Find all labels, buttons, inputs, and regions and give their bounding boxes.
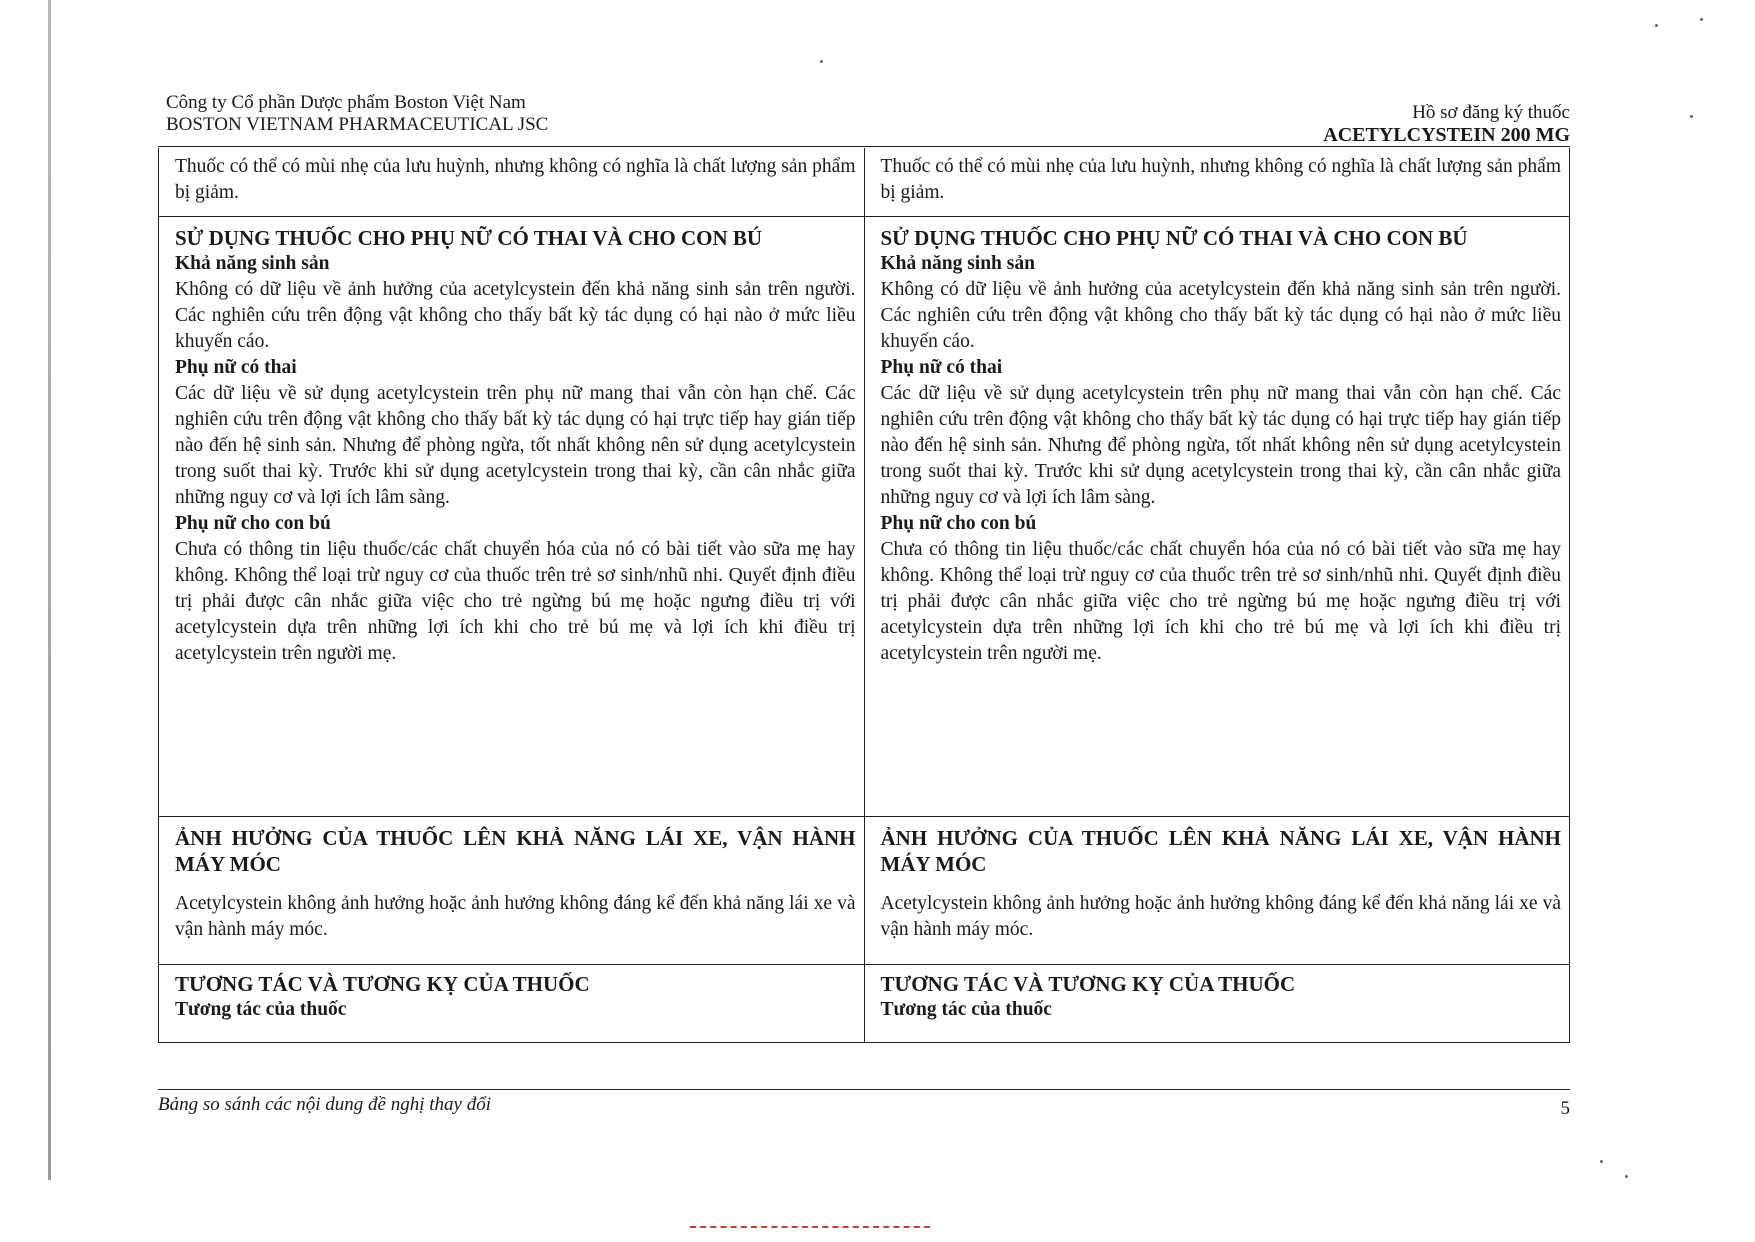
pregnancy-cell — [865, 216, 1570, 816]
driving-text: Acetylcystein không ảnh hưởng hoặc ảnh hưởng không đáng kể đến khả năng lái xe và vận hành máy móc. — [175, 893, 856, 940]
interaction-section-title: TƯƠNG TÁC VÀ TƯƠNG KỴ CỦA THUỐC — [175, 972, 590, 996]
pregnant-subtitle: Phụ nữ có thai — [175, 357, 297, 378]
header-divider — [158, 146, 1570, 147]
interaction-cell — [159, 964, 864, 1042]
scan-speck — [1655, 24, 1658, 27]
stamp-fragment — [690, 1226, 930, 1238]
scan-margin-line — [48, 0, 51, 1180]
interaction-subtitle: Tương tác của thuốc — [880, 999, 1052, 1020]
lactation-subtitle: Phụ nữ cho con bú — [175, 513, 331, 534]
driving-section-title: ẢNH HƯỞNG CỦA THUỐC LÊN KHẢ NĂNG LÁI XE, VẬN HÀNH MÁY MÓC — [880, 826, 1561, 876]
scan-speck — [1600, 1160, 1603, 1163]
fertility-subtitle: Khả năng sinh sản — [175, 253, 330, 274]
pregnancy-section-title: SỬ DỤNG THUỐC CHO PHỤ NỮ CÓ THAI VÀ CHO CON BÚ — [880, 226, 1468, 250]
driving-cell — [865, 816, 1570, 964]
pregnant-subtitle: Phụ nữ có thai — [880, 357, 1003, 378]
interaction-cell — [865, 964, 1570, 1042]
page-number: 5 — [1560, 1098, 1570, 1119]
product-name: ACETYLCYSTEIN 200 MG — [1323, 124, 1570, 146]
comparison-table — [158, 148, 1570, 1043]
driving-text: Acetylcystein không ảnh hưởng hoặc ảnh hưởng không đáng kể đến khả năng lái xe và vận hành máy móc. — [880, 893, 1561, 940]
pregnant-text: Các dữ liệu về sử dụng acetylcystein trên phụ nữ mang thai vẫn còn hạn chế. Các nghiên cứu trên động vật không cho thấy bất kỳ tác dụng có hại trực tiếp hay gián tiếp nào đến hệ sinh sản. Nhưng để phòng ngừa, tốt nhất không nên sử dụng acetylcystein trong suốt thai kỳ. Trước khi sử dụng acetylcystein trong thai kỳ, cần cân nhắc giữa những nguy cơ và lợi ích lâm sàng. — [880, 383, 1561, 508]
fertility-subtitle: Khả năng sinh sản — [880, 253, 1035, 274]
scan-speck — [1690, 115, 1693, 118]
intro-text: Thuốc có thể có mùi nhẹ của lưu huỳnh, nhưng không có nghĩa là chất lượng sản phẩm bị giảm. — [880, 156, 1561, 203]
lactation-text: Chưa có thông tin liệu thuốc/các chất chuyển hóa của nó có bài tiết vào sữa mẹ hay không. Không thể loại trừ nguy cơ của thuốc trên trẻ sơ sinh/nhũ nhi. Quyết định điều trị phải được cân nhắc giữa việc cho trẻ ngừng bú mẹ hoặc ngưng điều trị với acetylcystein dựa trên những lợi ích khi cho trẻ bú mẹ và lợi ích khi điều trị acetylcystein trên người mẹ. — [880, 539, 1561, 664]
lactation-text: Chưa có thông tin liệu thuốc/các chất chuyển hóa của nó có bài tiết vào sữa mẹ hay không. Không thể loại trừ nguy cơ của thuốc trên trẻ sơ sinh/nhũ nhi. Quyết định điều trị phải được cân nhắc giữa việc cho trẻ ngừng bú mẹ hoặc ngưng điều trị với acetylcystein dựa trên những lợi ích khi cho trẻ bú mẹ và lợi ích khi điều trị acetylcystein trên người mẹ. — [175, 539, 856, 664]
driving-section-title: ẢNH HƯỞNG CỦA THUỐC LÊN KHẢ NĂNG LÁI XE, VẬN HÀNH MÁY MÓC — [175, 826, 856, 876]
company-name-en: BOSTON VIETNAM PHARMACEUTICAL JSC — [166, 114, 549, 135]
footer-caption: Bảng so sánh các nội dung đề nghị thay đổi — [158, 1094, 491, 1115]
company-name-vn: Công ty Cổ phần Dược phẩm Boston Việt Nam — [166, 92, 526, 113]
lactation-subtitle: Phụ nữ cho con bú — [880, 513, 1037, 534]
intro-cell — [865, 148, 1570, 216]
dossier-label: Hồ sơ đăng ký thuốc — [1412, 102, 1570, 123]
interaction-subtitle: Tương tác của thuốc — [175, 999, 347, 1020]
dossier-header — [1323, 102, 1570, 146]
proposed-content-column — [864, 148, 1570, 1042]
driving-cell — [159, 816, 864, 964]
current-content-column — [159, 148, 864, 1042]
scan-speck — [820, 60, 823, 63]
interaction-section-title: TƯƠNG TÁC VÀ TƯƠNG KỴ CỦA THUỐC — [880, 972, 1296, 996]
fertility-text: Không có dữ liệu về ảnh hưởng của acetylcystein đến khả năng sinh sản trên người. Các nghiên cứu trên động vật không cho thấy bất kỳ tác dụng có hại nào ở mức liều khuyến cáo. — [175, 279, 856, 352]
pregnancy-cell — [159, 216, 864, 816]
company-header — [166, 92, 548, 136]
scan-speck — [1700, 18, 1703, 21]
footer-divider — [158, 1089, 1570, 1090]
pregnant-text: Các dữ liệu về sử dụng acetylcystein trên phụ nữ mang thai vẫn còn hạn chế. Các nghiên cứu trên động vật không cho thấy bất kỳ tác dụng có hại trực tiếp hay gián tiếp nào đến hệ sinh sản. Nhưng để phòng ngừa, tốt nhất không nên sử dụng acetylcystein trong suốt thai kỳ. Trước khi sử dụng acetylcystein trong thai kỳ, cần cân nhắc giữa những nguy cơ và lợi ích lâm sàng. — [175, 383, 856, 508]
intro-text: Thuốc có thể có mùi nhẹ của lưu huỳnh, nhưng không có nghĩa là chất lượng sản phẩm bị giảm. — [175, 156, 856, 203]
pregnancy-section-title: SỬ DỤNG THUỐC CHO PHỤ NỮ CÓ THAI VÀ CHO CON BÚ — [175, 226, 763, 250]
fertility-text: Không có dữ liệu về ảnh hưởng của acetylcystein đến khả năng sinh sản trên người. Các nghiên cứu trên động vật không cho thấy bất kỳ tác dụng có hại nào ở mức liều khuyến cáo. — [880, 279, 1561, 352]
scan-speck — [1625, 1175, 1628, 1178]
intro-cell — [159, 148, 864, 216]
